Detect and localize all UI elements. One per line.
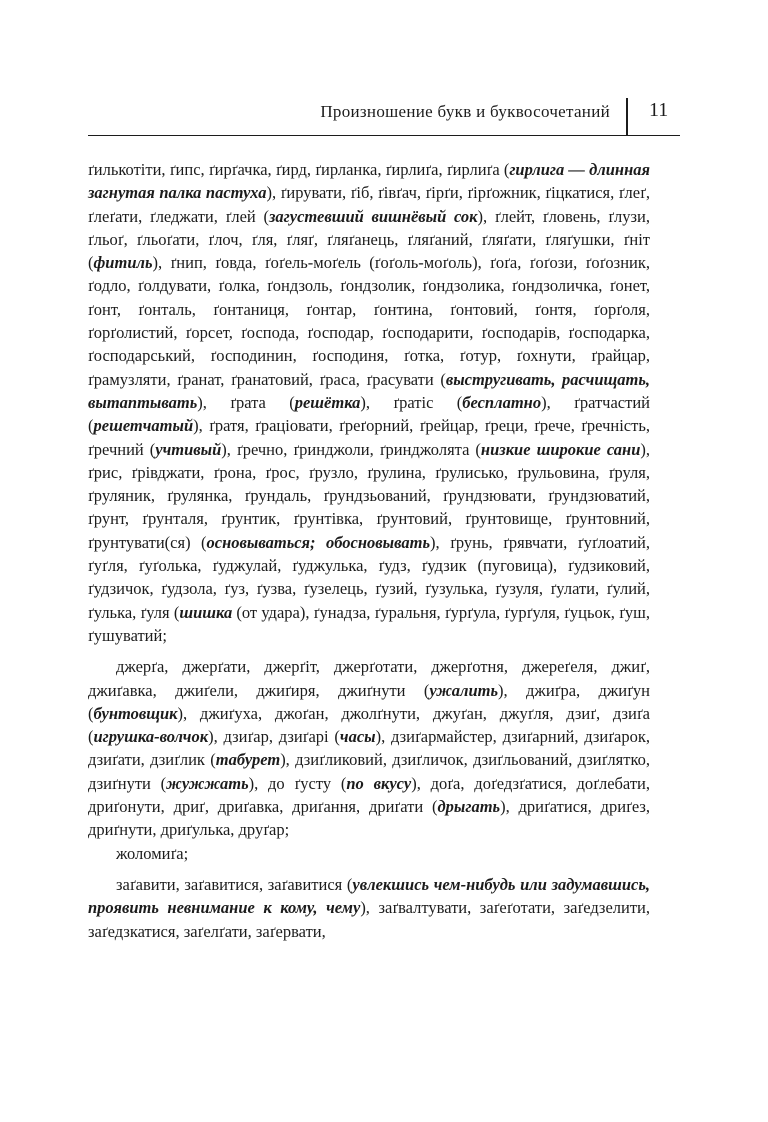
word-list-text: ), дзиґликовий, дзиґличок, дзиґльований, дзиґлятко, дзиґнути (: [88, 750, 650, 793]
gloss-translation: загустевший вишнёвый сок: [268, 206, 478, 226]
gloss-translation: часы: [339, 727, 376, 747]
gloss-translation: дрыгать: [437, 797, 501, 817]
word-list-text: (от удара), ґунадза, ґуральня, ґурґула, ґурґуля, ґуцьок, ґуш, ґушуватий;: [88, 602, 650, 645]
word-list-text: джерґа, джерґати, джерґіт, джерґотати, джерґотня, джереґеля, джиґ, джиґавка, джиґели, джиґиря, джиґнути (: [88, 657, 650, 700]
word-list-text: заґавити, заґавитися, заґавитися (: [116, 874, 353, 894]
paragraph-dzh-words: [88, 655, 650, 841]
word-list-text: ), ґратіс (: [360, 392, 463, 412]
running-header: [88, 96, 680, 140]
gloss-translation: фитиль: [93, 253, 153, 273]
word-list-text: ), доґа, доґедзґатися, доґлебати, дриґонути, дриґ, дриґавка, дриґання, дриґати (: [88, 773, 650, 817]
gloss-translation: жужжать: [166, 773, 249, 793]
gloss-translation: решетчатый: [93, 416, 194, 436]
word-list-text: жоломиґа;: [116, 843, 189, 863]
running-title: Произношение букв и буквосочетаний: [320, 102, 610, 121]
gloss-translation: основываться; обосновывать: [206, 532, 430, 552]
word-list-text: ), ґрата (: [197, 392, 295, 412]
paragraph-zh-words: [88, 842, 650, 865]
gloss-translation: бесплатно: [462, 392, 542, 412]
word-list-text: ), ґирувати, ґіб, ґівґач, ґірґи, ґірґожник, ґіцкатися, ґлеґ, ґлеґати, ґледжати, ґлей (: [88, 183, 650, 226]
gloss-translation: выстругивать, расчищать, вытаптывать: [88, 369, 650, 412]
word-list-text: ), дзиґар, дзиґарі (: [208, 727, 340, 747]
header-rule: [88, 135, 680, 137]
word-list-text: ), заґвалтувати, заґеґотати, заґедзелити, заґедзкатися, заґелґати, заґервати,: [88, 898, 651, 941]
word-list-text: ), джиґра, джиґун (: [88, 680, 650, 723]
paragraph-g-words: [88, 158, 650, 647]
word-list-text: ), ґнип, ґовда, ґоґель-моґель (ґоґоль-моґоль), ґоґа, ґоґози, ґоґозник, ґодло, ґолдувати, ґолка, ґондзоль, ґондзолик, ґондзолика, ґондзоличка, ґонет, ґонт, ґонталь, ґонтаниця, ґонтар, ґонтина, ґонтовий, ґонтя, ґорґоля, ґорґолистий, ґорсет, ґосподa, ґосподар, ґосподарити, ґосподарів, ґосподарка, ґосподарський, ґосподинин, ґосподиня, ґотка, ґотур, ґохнути, ґрайцар, ґрамузляти, ґранат, ґранатовий, ґраса, ґрасувати (: [88, 253, 650, 389]
word-list-text: ), джиґуха, джоґан, джолґнути, джуґан, джуґля, дзиґ, дзиґа (: [88, 703, 650, 747]
gloss-translation: ужалить: [429, 680, 499, 700]
header-divider: [626, 98, 628, 136]
gloss-translation: низкие широкие сани: [480, 439, 641, 459]
gloss-translation: бунтовщик: [93, 703, 178, 723]
word-list-text: ), ґратчастий (: [88, 392, 651, 436]
gloss-translation: игрушка-волчок: [93, 727, 209, 747]
word-list-text: ), дриґатися, дриґез, дриґнути, дриґулька, друґар;: [88, 797, 650, 840]
page-number: 11: [649, 99, 669, 121]
word-list-text: ), ґлейт, ґловень, ґлузи, ґльоґ, ґльоґати, ґлоч, ґля, ґляґ, ґляґанець, ґляґаний, ґляґати, ґляґушки, ґніт (: [88, 206, 651, 273]
gloss-translation: шишка: [179, 602, 233, 622]
gloss-translation: учтивый: [155, 439, 222, 459]
word-list-text: ґилькотіти, ґипс, ґирґачка, ґирд, ґирланка, ґирлиґа, ґирлиґа (: [88, 160, 510, 179]
word-list-text: ), дзиґармайстер, дзиґарний, дзиґарок, дзиґати, дзиґлик (: [88, 727, 650, 770]
gloss-translation: решётка: [294, 392, 361, 412]
gloss-translation: по вкусу: [346, 773, 412, 793]
word-list-text: ), ґратя, ґраціовати, ґреґорний, ґрейцар, ґреци, ґрече, ґречність, ґречний (: [88, 416, 650, 459]
word-list-text: ), до ґусту (: [248, 773, 347, 793]
word-list-text: ), ґречно, ґринджоли, ґринджолята (: [221, 439, 481, 459]
gloss-translation: увлекшись чем-нибудь или задумавшись, проявить невнимание к кому, чему: [88, 874, 650, 918]
paragraph-z-words: [88, 873, 650, 943]
word-list-text: ), ґрис, ґрівджати, ґрона, ґрос, ґрузло, ґрулина, ґрулисько, ґрульовина, ґруля, ґруляник, ґрулянка, ґрундаль, ґрундзьований, ґрундзювати, ґрундзюватий, ґрунт, ґрунталя, ґрунтик, ґрунтівка, ґрунтовий, ґрунтовище, ґрунтовний, ґрунтувати(ся) (: [88, 439, 650, 552]
gloss-translation: гирлига — длинная загнутая палка пастуха: [88, 160, 650, 203]
page-body: [88, 158, 650, 943]
word-list-text: ), ґрунь, ґрявчати, ґуґлоатий, ґуґля, ґуґолька, ґуджулай, ґуджулька, ґудз, ґудзик (пуговица), ґудзиковий, ґудзичок, ґудзола, ґуз, ґузва, ґузелець, ґузий, ґузулька, ґузуля, ґулати, ґулий, ґулька, ґуля (: [88, 532, 650, 622]
gloss-translation: табурет: [215, 750, 281, 770]
